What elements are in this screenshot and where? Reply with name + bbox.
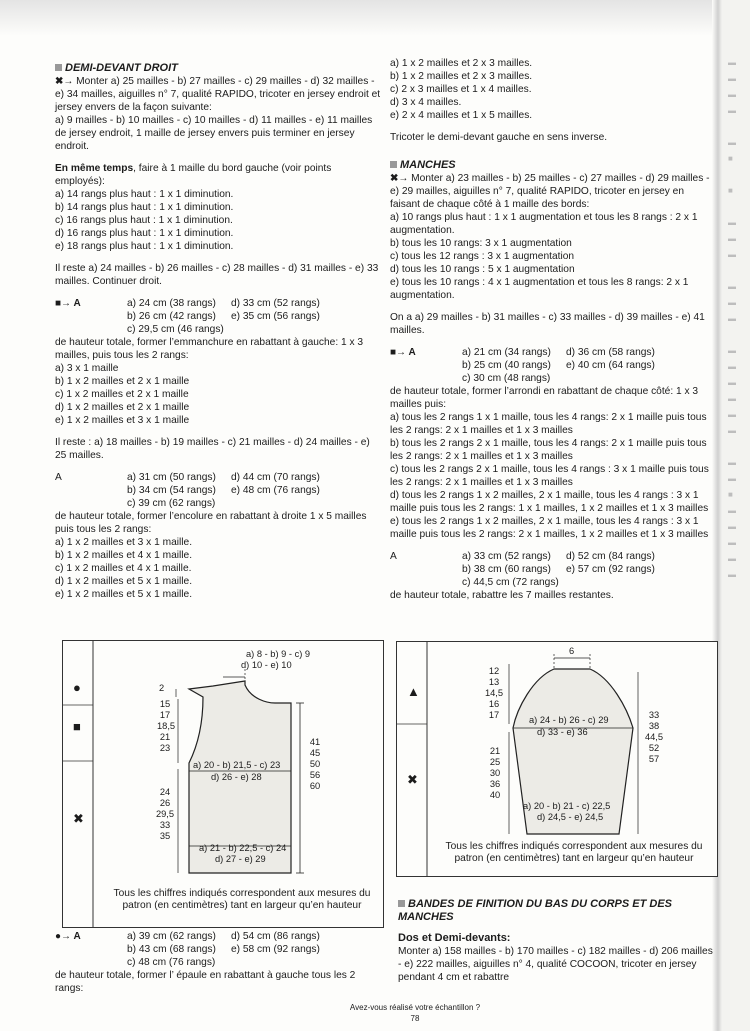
cuff-width-label: a) 20 - b) 21 - c) 22,5 [523, 801, 611, 811]
cross-marker: ✖ [407, 772, 418, 787]
shoulder-line: e) 2 x 4 mailles et 1 x 5 mailles. [390, 110, 533, 121]
cap-width-label: 6 [569, 646, 575, 656]
diagram-caption: Tous les chiffres indiqués correspondent aux mesures du patron (en centimètres) tant en largeur qu’en hauteur [113, 888, 371, 911]
neck-width-label: a) 8 - b) 9 - c) 9 [246, 649, 311, 659]
cast-on-paragraph: ✖→ Monter a) 25 mailles - b) 27 mailles - c) 29 mailles - d) 32 mailles - e) 34 mailles, aiguilles n° 7, qualité RAPIDO, tricoter en jersey endroit et jersey envers de la façon suivante: [55, 76, 381, 113]
triangle-marker: ▲ [407, 684, 420, 699]
circle-marker: ●→ A [55, 931, 81, 942]
diagram-caption: Tous les chiffres indiqués correspondent aux mesures du patron (en centimètres) tant en largeur qu’en hauteur [445, 841, 703, 864]
left-front-note: Tricoter le demi-devant gauche en sens inverse. [390, 132, 608, 143]
front-panel-diagram [62, 640, 384, 928]
stitch-sequence: a) 9 mailles - b) 10 mailles - c) 10 mailles - d) 11 mailles - e) 11 mailles de jersey endroit, 1 maille de jersey envers puis terminer en jersey endroit. [55, 115, 373, 152]
shoulder-block [55, 930, 383, 995]
section-title-bandes: BANDES DE FINITION DU BAS DU CORPS ET DES MANCHES [398, 898, 673, 923]
shoulder-label: 2 [159, 683, 165, 693]
sleeve-cap-line: c) tous les 2 rangs 2 x 1 maille, tous les 4 rangs : 3 x 1 maille puis tous les 2 rangs: 2 x 1 mailles et 1 x 3 mailles [390, 464, 709, 488]
footer-question: Avez-vous réalisé votre échantillon ? [349, 1003, 481, 1012]
square-marker: ■ [73, 719, 81, 734]
circle-marker: ● [73, 680, 81, 695]
shoulder-line: b) 1 x 2 mailles et 2 x 3 mailles. [390, 71, 533, 82]
sleeve-cap-instruction: de hauteur totale, former l’arrondi en rabattant de chaque côté: 1 x 3 mailles puis: [390, 386, 699, 410]
back-fronts-title: Dos et Demi-devants: [398, 932, 511, 944]
decrease-line: a) 14 rangs plus haut : 1 x 1 diminution. [55, 189, 234, 200]
lower-heights: 24 26 29,5 33 35 [155, 787, 175, 841]
shoulder-instruction: de hauteur totale, former l’ épaule en rabattant à gauche tous les 2 rangs: [55, 970, 356, 994]
shoulder-size-table: ●→ A a) 39 cm (62 rangs) d) 54 cm (86 rangs) b) 43 cm (68 rangs) e) 58 cm (92 rangs) c) 48 cm (76 rangs) [55, 931, 320, 968]
total-heights: 41 45 50 56 60 [309, 737, 321, 791]
finishing-section [398, 898, 718, 984]
sleeve-cap-line: d) tous les 2 rangs 1 x 2 mailles, 2 x 1 maille, tous les 4 rangs : 3 x 1 maille puis tous les 2 rangs: 1 x 1 mailles, 1 x 2 mailles et 1 x 3 mailles [390, 490, 709, 514]
bottom-width-label: a) 21 - b) 22,5 - c) 24 [199, 843, 287, 853]
sleeve-cap-size-table: ■→ A a) 21 cm (34 rangs) d) 36 cm (58 rangs) b) 25 cm (40 rangs) e) 40 cm (64 rangs) c) 30 cm (48 rangs) [390, 347, 655, 384]
adjacent-page-fragment: ▬ ▬ ▬ ▬ ▬ ■ ■ ▬ ▬ ▬ ▬ ▬ ▬ ▬ ▬ ▬ ▬ ▬ ▬ ▬ ▬ ■ ▬ ▬ ▬ ▬ ▬ [728, 58, 736, 579]
neckline-size-table: A a) 31 cm (50 rangs) d) 44 cm (70 rangs) b) 34 cm (54 rangs) e) 48 cm (76 rangs) c) 39 cm (62 rangs) [55, 472, 320, 509]
decrease-line: b) 14 rangs plus haut : 1 x 1 diminution. [55, 202, 234, 213]
sleeve-cap-line: a) tous les 2 rangs 1 x 1 maille, tous les 4 rangs: 2 x 1 maille puis tous les 2 rangs: 2 x 1 mailles et 1 x 3 mailles [390, 412, 707, 436]
sleeve-end-instruction: de hauteur totale, rabattre les 7 mailles restantes. [390, 590, 614, 601]
armhole-instruction: de hauteur totale, former l’emmanchure en rabattant à gauche: 1 x 3 mailles, puis tous les 2 rangs: [55, 337, 364, 361]
neckline-line: b) 1 x 2 mailles et 4 x 1 maille. [55, 550, 193, 561]
sleeve-diagram [396, 641, 718, 877]
armhole-size-table: ■→ A a) 24 cm (38 rangs) d) 33 cm (52 rangs) b) 26 cm (42 rangs) e) 35 cm (56 rangs) c) 29,5 cm (46 rangs) [55, 298, 320, 335]
cross-marker: ✖ [73, 811, 84, 826]
section-title-manches: MANCHES [390, 159, 712, 172]
sleeve-total-heights: 33 38 44,5 52 57 [644, 710, 664, 764]
armhole-line: d) 1 x 2 mailles et 2 x 1 maille [55, 402, 190, 413]
neck-width-label: d) 10 - e) 10 [241, 660, 292, 670]
right-column [390, 57, 712, 602]
same-time-paragraph: En même temps, faire à 1 maille du bord gauche (voir points employés): [55, 163, 332, 187]
shoulder-line: d) 3 x 4 mailles. [390, 97, 462, 108]
left-column [55, 62, 383, 601]
increase-line: c) tous les 12 rangs : 3 x 1 augmentation [390, 251, 575, 262]
sleeve-lower-heights: 21 25 30 36 40 [489, 746, 501, 800]
shoulder-line: c) 2 x 3 mailles et 1 x 4 mailles. [390, 84, 532, 95]
increase-line: b) tous les 10 rangs: 3 x 1 augmentation [390, 238, 572, 249]
neckline-line: d) 1 x 2 mailles et 5 x 1 maille. [55, 576, 193, 587]
remaining-stitches: Il reste a) 24 mailles - b) 26 mailles - c) 28 mailles - d) 31 mailles - e) 33 mailles. Continuer droit. [55, 263, 379, 287]
increase-line: d) tous les 10 rangs : 5 x 1 augmentation [390, 264, 575, 275]
upper-arm-width-label: a) 24 - b) 26 - c) 29 [529, 715, 609, 725]
upper-arm-width-label: d) 33 - e) 36 [537, 727, 588, 737]
page-number: 78 [410, 1014, 420, 1023]
remaining-stitches: Il reste : a) 18 mailles - b) 19 mailles - c) 21 mailles - d) 24 mailles - e) 25 mailles. [55, 437, 370, 461]
cap-heights: 12 13 14,5 16 17 [484, 666, 504, 720]
armhole-line: b) 1 x 2 mailles et 2 x 1 maille [55, 376, 190, 387]
decrease-line: e) 18 rangs plus haut : 1 x 1 diminution. [55, 241, 234, 252]
page-top-shadow [0, 0, 750, 36]
increase-line: e) tous les 10 rangs : 4 x 1 augmentation et tous les 8 rangs: 2 x 1 augmentation. [390, 277, 689, 301]
stitch-count: On a a) 29 mailles - b) 31 mailles - c) 33 mailles - d) 39 mailles - e) 41 mailles. [390, 312, 705, 336]
square-marker: ■→ A [55, 298, 81, 309]
decrease-line: c) 16 rangs plus haut : 1 x 1 diminution. [55, 215, 233, 226]
armhole-line: c) 1 x 2 mailles et 2 x 1 maille [55, 389, 189, 400]
decrease-line: d) 16 rangs plus haut : 1 x 1 diminution. [55, 228, 234, 239]
armhole-line: e) 1 x 2 mailles et 3 x 1 maille [55, 415, 190, 426]
sleeve-end-size-table: A a) 33 cm (52 rangs) d) 52 cm (84 rangs) b) 38 cm (60 rangs) e) 57 cm (92 rangs) c) 44,5 cm (72 rangs) [390, 551, 655, 588]
chest-width-label: d) 26 - e) 28 [211, 772, 262, 782]
neckline-line: c) 1 x 2 mailles et 4 x 1 maille. [55, 563, 192, 574]
neckline-instruction: de hauteur totale, former l’encolure en rabattant à droite 1 x 5 mailles puis tous les 2 rangs: [55, 511, 367, 535]
section-title-demi-devant: DEMI-DEVANT DROIT [55, 62, 383, 75]
sleeve-cap-line: b) tous les 2 rangs 2 x 1 maille, tous les 4 rangs: 2 x 1 maille puis tous les 2 rangs: 2 x 1 mailles et 1 x 3 mailles [390, 438, 707, 462]
sleeve-cast-on: ✖→ Monter a) 23 mailles - b) 25 mailles - c) 27 mailles - d) 29 mailles - e) 29 mailles, aiguilles n° 7, qualité RAPIDO, tricoter en jersey en faisant de chaque côté à 1 maille des bords: [390, 173, 710, 210]
chest-width-label: a) 20 - b) 21,5 - c) 23 [193, 760, 281, 770]
front-panel-schematic [63, 641, 383, 927]
increase-line: a) 10 rangs plus haut : 1 x 1 augmentation et tous les 8 rangs : 2 x 1 augmentation. [390, 212, 698, 236]
sleeve-cap-line: e) tous les 2 rangs 1 x 2 mailles, 2 x 1 maille, tous les 4 rangs : 3 x 1 maille puis tous les 2 rangs: 2 x 1 mailles, 1 x 2 mailles et 1 x 3 mailles [390, 516, 709, 540]
neckline-line: e) 1 x 2 mailles et 5 x 1 maille. [55, 589, 193, 600]
shoulder-line: a) 1 x 2 mailles et 2 x 3 mailles. [390, 58, 533, 69]
square-marker: ■→ A [390, 347, 416, 358]
neckline-line: a) 1 x 2 mailles et 3 x 1 maille. [55, 537, 193, 548]
finishing-instruction: Monter a) 158 mailles - b) 170 mailles - c) 182 mailles - d) 206 mailles - e) 222 mailles, aiguilles n° 4, qualité COCOON, tricoter en jersey pendant 4 cm et rabattre [398, 946, 713, 983]
armhole-heights: 15 17 18,5 21 23 [157, 699, 176, 753]
cuff-width-label: d) 24,5 - e) 24,5 [537, 812, 604, 822]
bottom-width-label: d) 27 - e) 29 [215, 854, 266, 864]
armhole-line: a) 3 x 1 maille [55, 363, 119, 374]
